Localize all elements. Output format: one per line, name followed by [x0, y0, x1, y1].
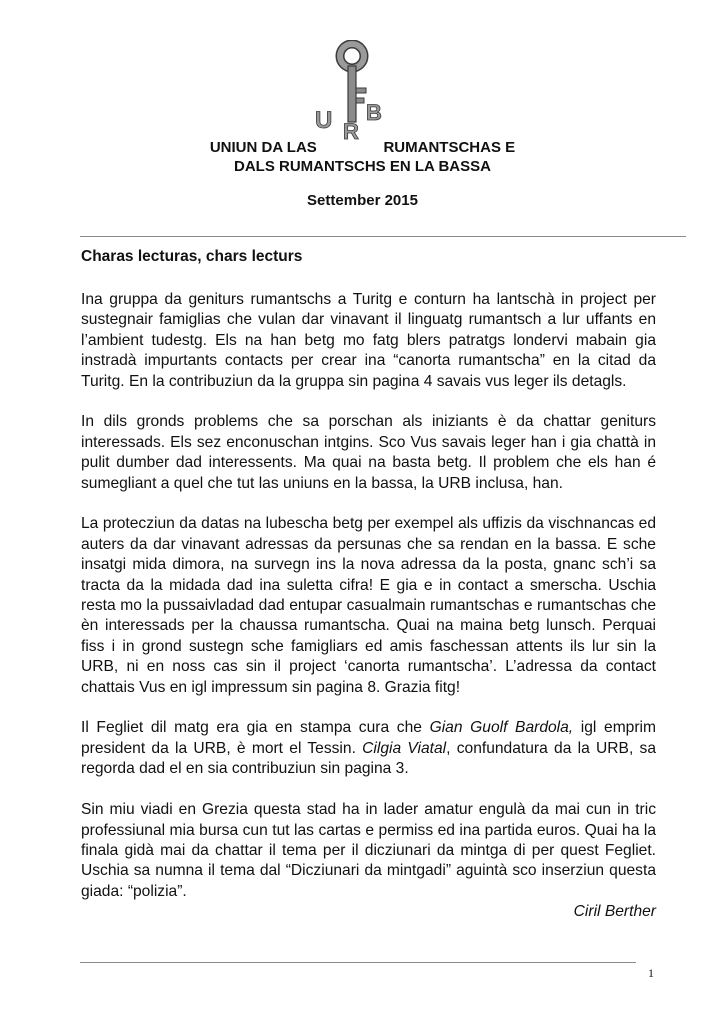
article-title: Charas lecturas, chars lecturs [81, 248, 303, 265]
person-name-viatal: Cilgia Viatal [362, 739, 447, 757]
paragraph-4-text-c: , confundatura da la URB, sa regorda dad el en sia contribuziun sin pagina 3. [81, 739, 656, 778]
page-number: 1 [648, 966, 654, 980]
paragraph-1: Ina gruppa da geniturs rumantschs a Turitg e conturn ha lantschà in project per sustegnair famiglias che vulan dar vinavant il linguatg rumantsch a lur uffants en l’ambient tudestg. Els na han betg mo fatg blers patratgs londervi mabain gia instradà impurtants contacts per crear ina “canorta rumantscha” en la citad da Turitg. En la contribuziun da la gruppa sin pagina 4 savais vus leger ils detagls. [81, 291, 656, 390]
svg-text:B: B [366, 100, 382, 125]
paragraph-4-text-b: igl emprim president da la URB, è mort el Tessin. [81, 719, 657, 757]
paragraph-4-text-a: Il Fegliet dil matg era gia en stampa cura che [81, 719, 430, 737]
person-name-bardola: Gian Guolf Bardola, [429, 719, 574, 737]
urb-key-logo [308, 40, 396, 140]
svg-text:R: R [343, 119, 359, 140]
article-body [81, 290, 656, 923]
paragraph-3: La protecziun da datas na lubescha betg per exempel als uffizis da vischnancas ed auters da dar vinavant adressas da persunas che sa rendan en la bassa. E sche insatgi mida dimora, na survegn ins la nova adressa da la posta, gnanc sch’i sa tracta da la midada dad ina suletta cifra! E gia e in contact a smerscha. Uschia resta mo la pussaivladad dad entupar casualmain rumantschas e rumantschas che èn interessads per la chaussa rumantscha. Quai na maina betg lunsch. Perquai fiss i in grond sustegn sche famigliars ed amis faschessan attents ils lur sin la URB, ni en noss cas sin il project ‘canorta rumantscha’. L’adressa da contact chattais Vus en igl impressum sin pagina 8. Grazia fitg! [81, 515, 656, 696]
organization-name-line2: DALS RUMANTSCHS EN LA BASSA [234, 158, 491, 175]
paragraph-4 [81, 718, 656, 779]
svg-text:U: U [315, 107, 333, 134]
header-divider [80, 236, 686, 237]
issue-date: Settember 2015 [307, 192, 418, 209]
author-signature: Ciril Berther [573, 903, 656, 921]
paragraph-5: Sin miu viadi en Grezia questa stad ha in lader amatur engulà da mai cun in tric professiunal mia bursa cun tut las cartas e permiss ed ina partida euros. Quai ha la finala gidà mai da chattar il tema per il dicziunari da mintga di per quest Fegliet. Uschia sa numna il tema dal “Dicziunari da mintgadi” aguintà sco inserziun questa giada: “polizia”. [81, 801, 656, 900]
footer-divider [80, 962, 636, 963]
paragraph-2: In dils gronds problems che sa porschan als iniziants è da chattar geniturs interessads. Els sez enconuschan intgins. Sco Vus savais leger han i gia chattà in pulit dumber dad interessents. Ma quai na basta betg. Il problem che els han é sumegliant a quel che tut las uniuns en la bassa, la URB inclusa, han. [81, 413, 656, 492]
key-icon [308, 40, 396, 140]
organization-name-line1: UNIUN DA LAS RUMANTSCHAS E [209, 139, 516, 156]
